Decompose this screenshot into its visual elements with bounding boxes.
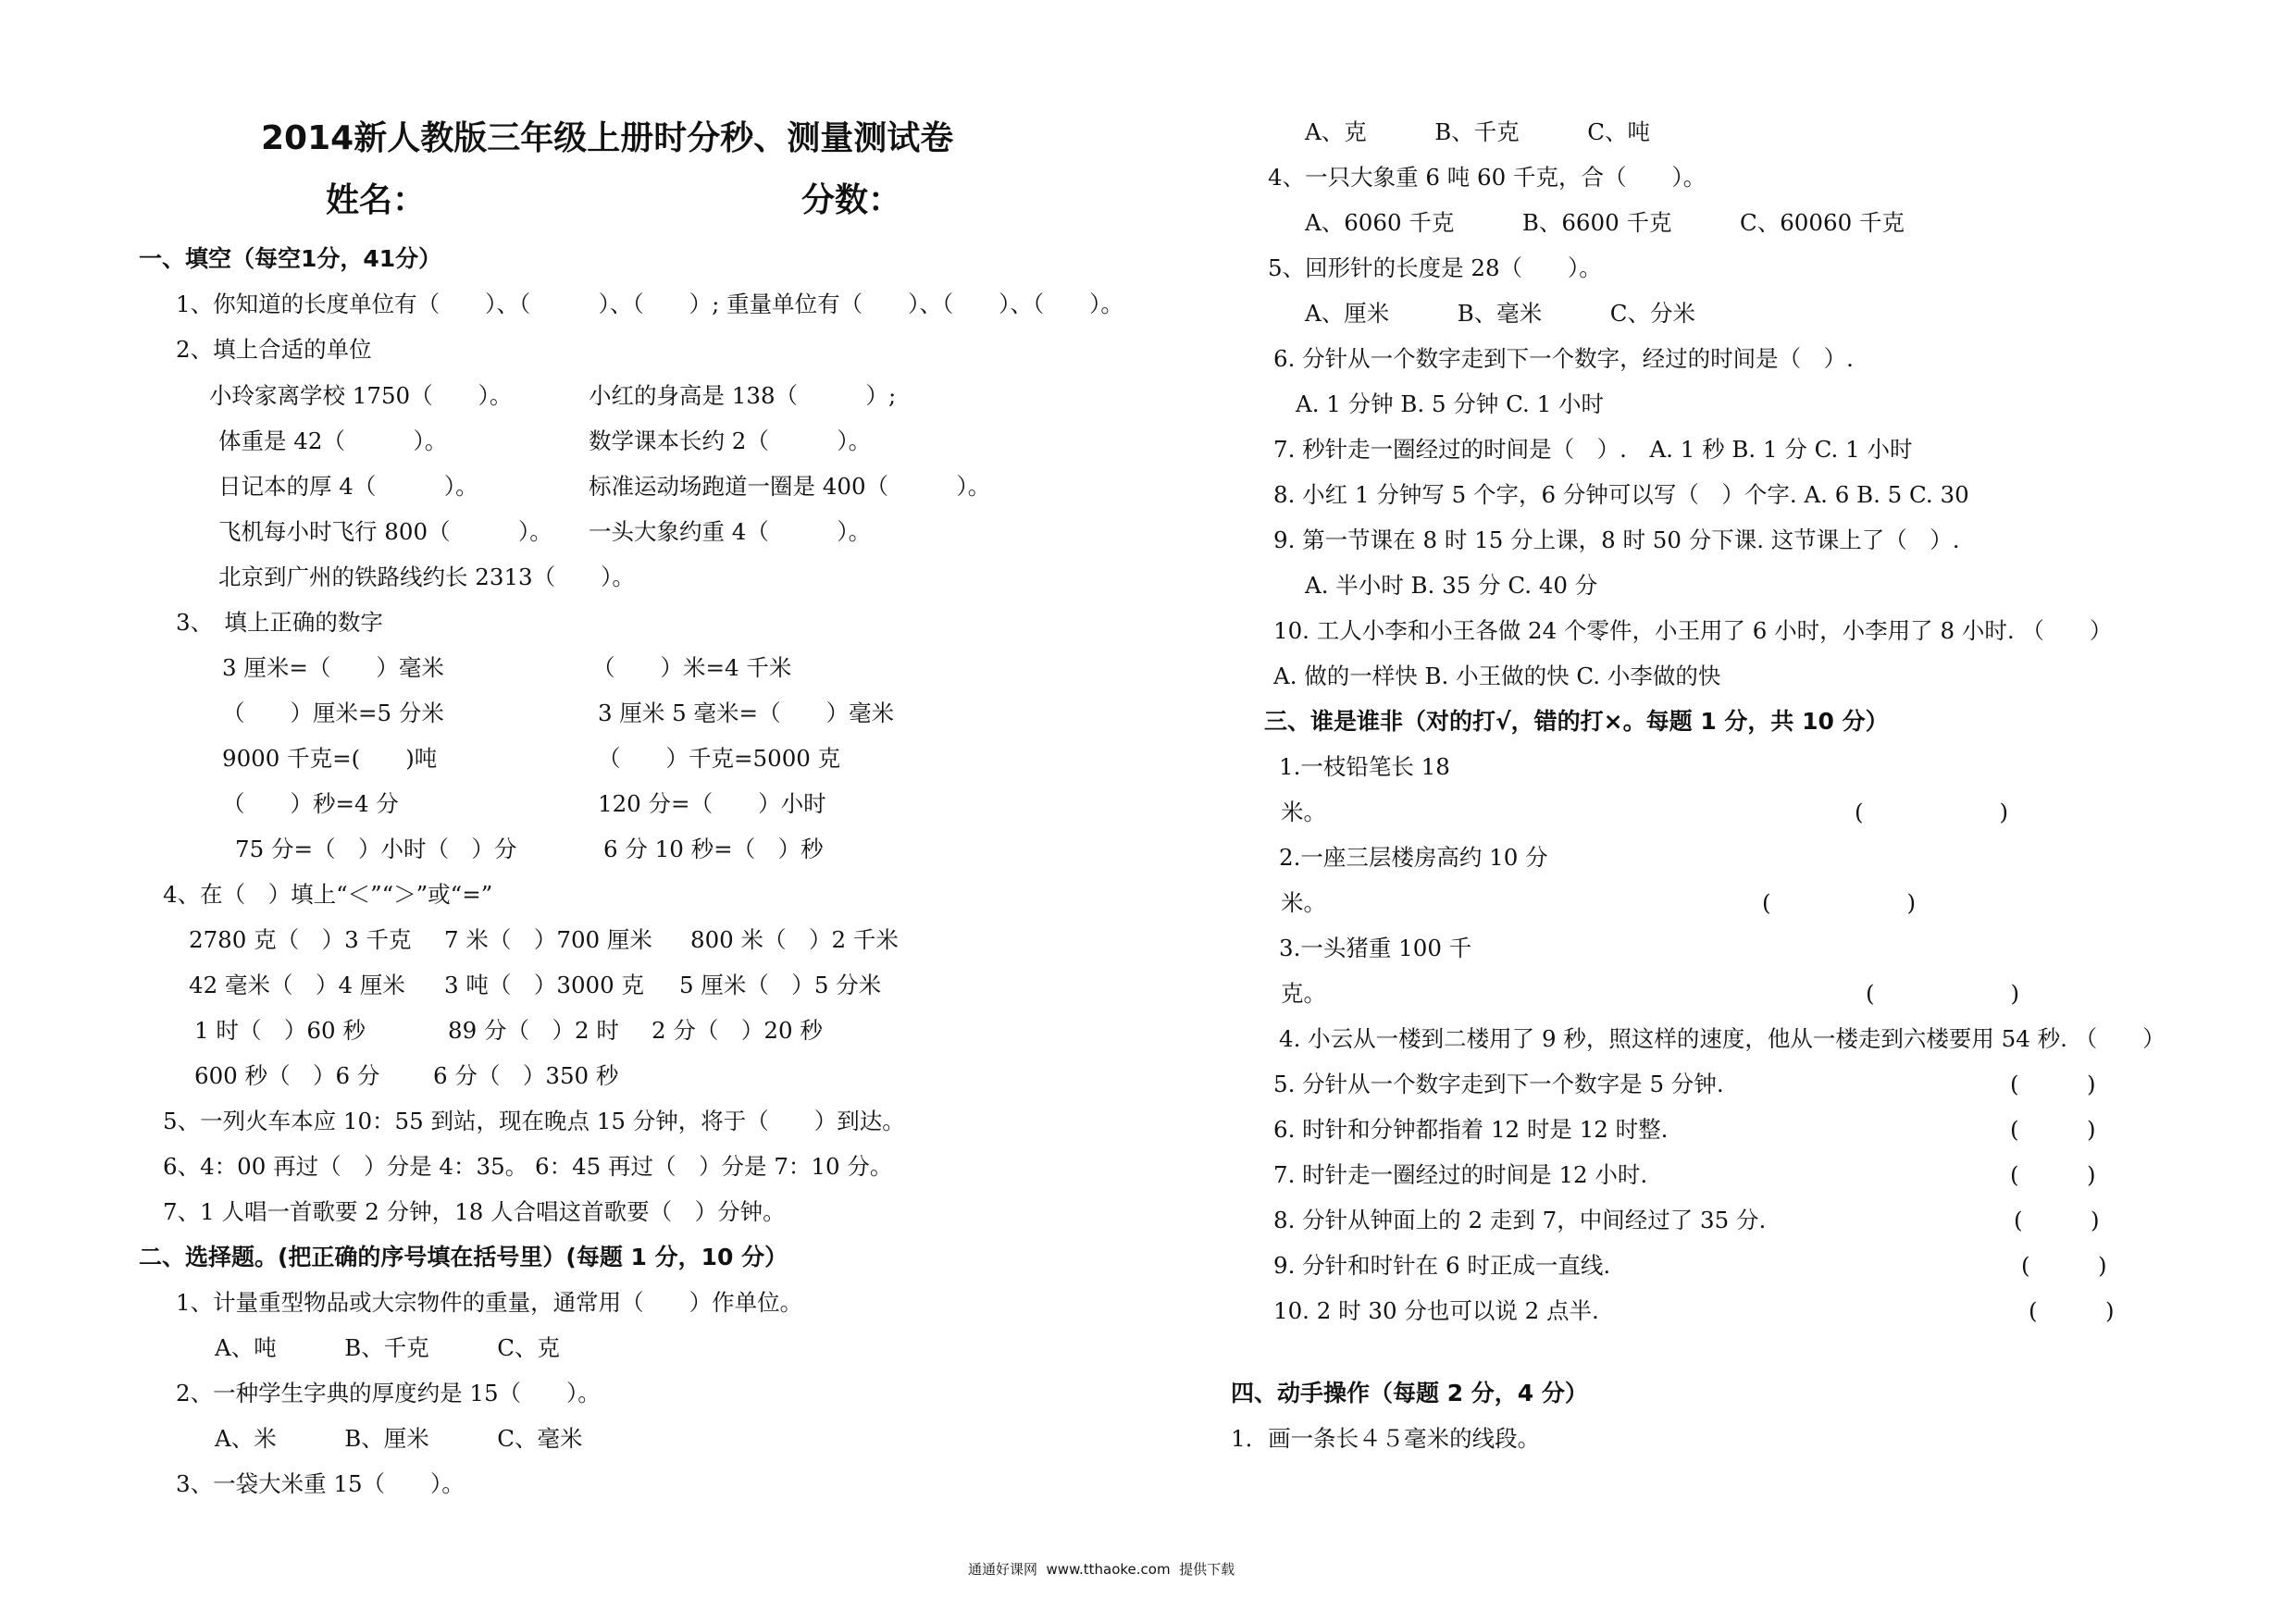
question-line: 8. 小红 1 分钟写 5 个字，6 分钟可以写（ ）个字. A. 6 B. 5 C. 30 [1273, 481, 1969, 508]
question-line: 42 毫米（ ）4 厘米 [189, 972, 405, 998]
question-line: A、米 B、厘米 C、毫米 [215, 1425, 583, 1452]
question-line: 1、计量重型物品或大宗物件的重量，通常用（ ）作单位。 [176, 1289, 803, 1316]
question-line: 体重是 42（ ）。 [218, 427, 448, 454]
question-line: （ ）秒=4 分 [222, 790, 399, 817]
question-line: 3 吨（ ）3000 克 [444, 972, 645, 998]
question-line: （ ）米=4 千米 [592, 654, 792, 681]
question-line: 小玲家离学校 1750（ ）。 [209, 382, 513, 409]
question-line: 3、 填上正确的数字 [176, 609, 383, 636]
question-line: 4、一只大象重 6 吨 60 千克，合（ ）。 [1268, 164, 1706, 191]
question-line: A、克 B、千克 C、吨 [1305, 118, 1650, 145]
question-line: 6、4：00 再过（ ）分是 4：35。 6：45 再过（ ）分是 7：10 分。 [163, 1153, 893, 1180]
question-line: 600 秒（ ）6 分 [194, 1062, 380, 1089]
section-heading: 二、选择题。(把正确的序号填在括号里）(每题 1 分，10 分） [139, 1244, 788, 1270]
question-line: 6 分（ ）350 秒 [433, 1062, 619, 1089]
question-line: 3、一袋大米重 15（ ）。 [176, 1470, 465, 1497]
question-line: 120 分=（ ）小时 [598, 790, 826, 817]
question-line: 7 米（ ）700 厘米 [444, 926, 652, 953]
question-line: 飞机每小时飞行 800（ ）。 [218, 518, 552, 545]
question-line: 4. 小云从一楼到二楼用了 9 秒，照这样的速度，他从一楼走到六楼要用 54 秒. （ ） [1279, 1025, 2166, 1052]
question-line: （ ）厘米=5 分米 [222, 700, 444, 726]
question-line: 2、填上合适的单位 [176, 336, 372, 363]
question-line: 6. 时针和分钟都指着 12 时是 12 时整. [1273, 1116, 1669, 1143]
question-line: ( ) [2021, 1252, 2107, 1279]
question-line: 2 分（ ）20 秒 [652, 1017, 823, 1044]
name-label: 姓名： [326, 181, 427, 219]
question-line: ( ) [2010, 1161, 2096, 1188]
question-line: 8. 分针从钟面上的 2 走到 7，中间经过了 35 分. [1273, 1207, 1767, 1233]
question-line: 89 分（ ）2 时 [448, 1017, 619, 1044]
question-line: ( ) [1762, 889, 1917, 916]
question-line: 2780 克（ ）3 千克 [189, 926, 412, 953]
question-line: 10. 工人小李和小王各做 24 个零件，小王用了 6 小时，小李用了 8 小时. （ ） [1273, 617, 2113, 644]
question-line: 800 米（ ）2 千米 [690, 926, 899, 953]
section-heading: 四、动手操作（每题 2 分，4 分） [1231, 1380, 1588, 1406]
question-line: 日记本的厚 4（ ）。 [218, 473, 478, 500]
question-line: 4、在（ ）填上“＜”“＞”或“=” [163, 881, 493, 908]
question-line: 6. 分针从一个数字走到下一个数字，经过的时间是（ ）. [1273, 345, 1854, 372]
page-title: 2014新人教版三年级上册时分秒、测量测试卷 [261, 119, 954, 157]
question-line: ( ) [2010, 1071, 2096, 1097]
question-line: 7. 秒针走一圈经过的时间是（ ）. A. 1 秒 B. 1 分 C. 1 小时 [1273, 436, 1913, 463]
question-line: 标准运动场跑道一圈是 400（ ）。 [589, 473, 991, 500]
question-line: 2.一座三层楼房高约 10 分 [1279, 844, 1548, 871]
question-line: （ ）千克=5000 克 [598, 745, 841, 772]
question-line: ( ) [1866, 980, 2020, 1007]
question-line: 米。 [1281, 799, 1326, 825]
section-heading: 三、谁是谁非（对的打√，错的打×。每题 1 分，共 10 分） [1264, 708, 1889, 735]
question-line: 北京到广州的铁路线约长 2313（ ）。 [218, 564, 635, 590]
question-line: 9. 分针和时针在 6 时正成一直线. [1273, 1252, 1611, 1279]
question-line: 数学课本长约 2（ ）。 [589, 427, 872, 454]
question-line: 1 时（ ）60 秒 [194, 1017, 366, 1044]
question-line: 小红的身高是 138（ ）; [589, 382, 897, 409]
question-line: ( ) [1855, 799, 2009, 825]
question-line: 5、回形针的长度是 28（ ）。 [1268, 254, 1602, 281]
question-line: 米。 [1281, 889, 1326, 916]
question-line: A. 做的一样快 B. 小王做的快 C. 小李做的快 [1273, 663, 1721, 689]
question-line: 一头大象约重 4（ ）。 [589, 518, 872, 545]
question-line: 75 分=（ ）小时（ ）分 [235, 836, 517, 862]
question-line: ( ) [2010, 1116, 2096, 1143]
question-line: ( ) [2014, 1207, 2100, 1233]
question-line: A、6060 千克 B、6600 千克 C、60060 千克 [1305, 209, 1905, 236]
question-line: ( ) [2029, 1297, 2115, 1324]
question-line: 3 厘米 5 毫米=（ ）毫米 [598, 700, 895, 726]
question-line: 1、你知道的长度单位有（ ）、（ ）、（ ）; 重量单位有（ ）、（ ）、（ ）。 [176, 291, 1123, 317]
question-line: A. 1 分钟 B. 5 分钟 C. 1 小时 [1296, 390, 1604, 417]
question-line: 7、1 人唱一首歌要 2 分钟，18 人合唱这首歌要（ ）分钟。 [163, 1198, 786, 1225]
score-label: 分数： [801, 181, 902, 219]
question-line: 10. 2 时 30 分也可以说 2 点半. [1273, 1297, 1599, 1324]
question-line: 9000 千克=( )吨 [222, 745, 438, 772]
question-line: 5. 分针从一个数字走到下一个数字是 5 分钟. [1273, 1071, 1724, 1097]
question-line: 6 分 10 秒=（ ）秒 [603, 836, 824, 862]
question-line: 5 厘米（ ）5 分米 [679, 972, 882, 998]
question-line: 1.一枝铅笔长 18 [1279, 753, 1450, 780]
question-line: 5、一列火车本应 10：55 到站，现在晚点 15 分钟，将于（ ）到达。 [163, 1108, 905, 1134]
question-line: 3 厘米=（ ）毫米 [222, 654, 444, 681]
section-heading: 一、填空（每空1分，41分） [139, 245, 442, 272]
question-line: 克。 [1281, 980, 1326, 1007]
footer-credit: 通通好课网 www.tthaoke.com 提供下载 [968, 1561, 1235, 1578]
question-line: 7. 时针走一圈经过的时间是 12 小时. [1273, 1161, 1648, 1188]
question-line: A、厘米 B、毫米 C、分米 [1305, 300, 1695, 327]
question-line: A. 半小时 B. 35 分 C. 40 分 [1305, 572, 1598, 599]
question-line: 1．画一条长４５毫米的线段。 [1231, 1425, 1541, 1452]
question-line: 2、一种学生字典的厚度约是 15（ ）。 [176, 1380, 601, 1406]
question-line: 3.一头猪重 100 千 [1279, 935, 1472, 961]
question-line: 9. 第一节课在 8 时 15 分上课，8 时 50 分下课. 这节课上了（ ）. [1273, 527, 1960, 553]
question-line: A、吨 B、千克 C、克 [215, 1334, 560, 1361]
